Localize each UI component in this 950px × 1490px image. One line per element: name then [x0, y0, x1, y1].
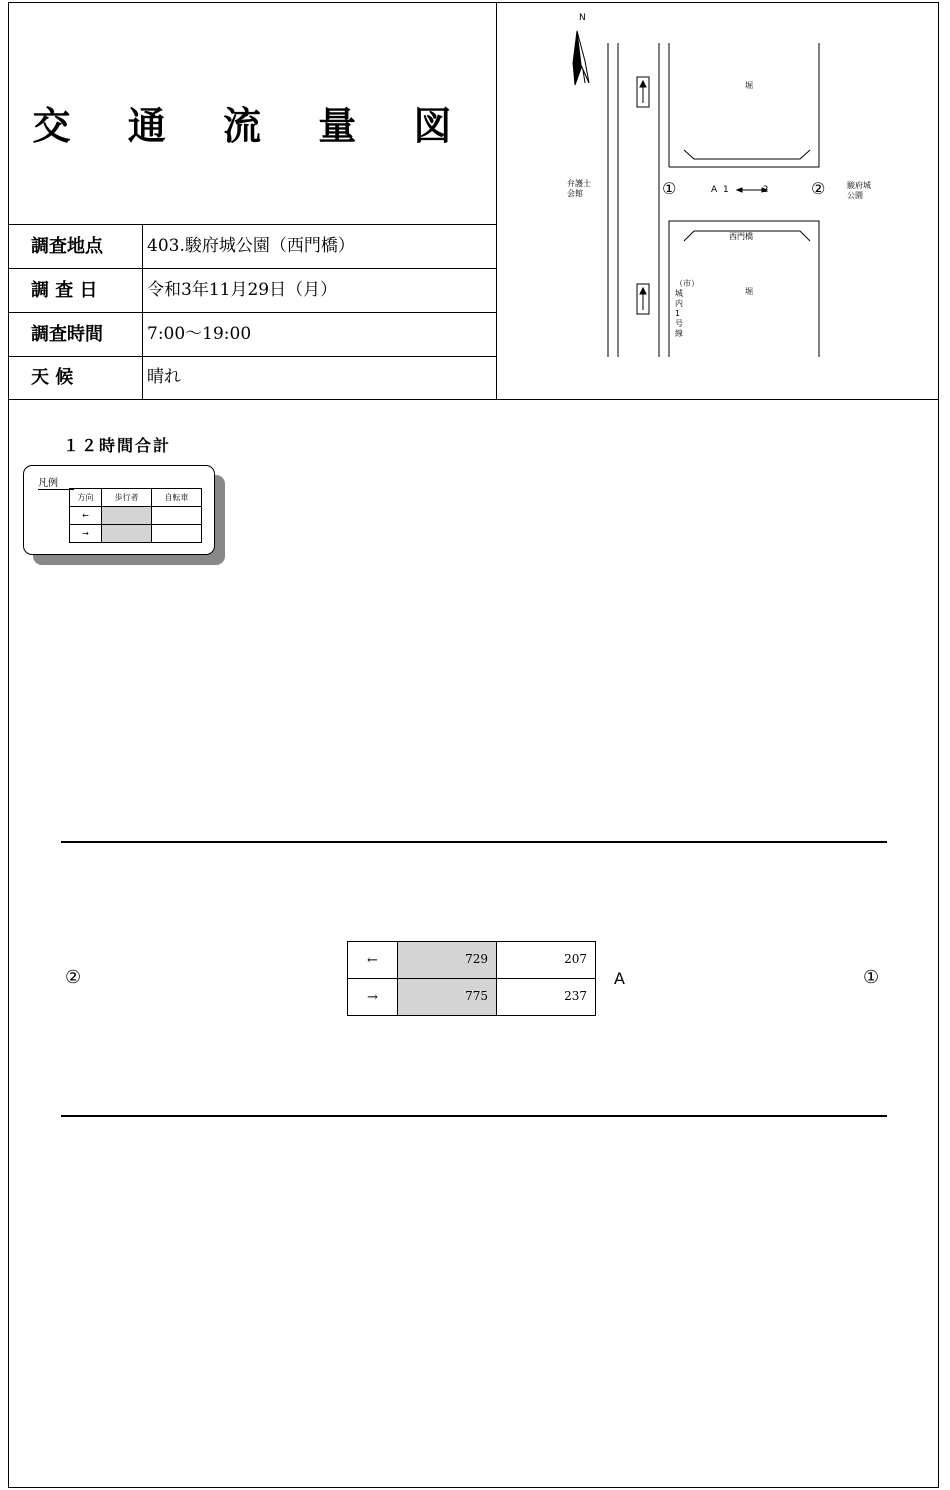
legend-direction-cell: →: [70, 525, 102, 543]
map-section-label: A: [711, 185, 718, 195]
flow-direction: ←: [348, 942, 398, 979]
page-title: 交 通 流 量 図: [32, 104, 474, 148]
one-way-arrow-icon: [637, 77, 649, 107]
left-building-label: 弁護士 会館: [567, 179, 591, 198]
legend-direction-cell: ←: [70, 507, 102, 525]
title-area: [9, 3, 497, 225]
header-section: [9, 3, 938, 400]
flow-row: [348, 979, 596, 1016]
legend-header-bicycle: 自転車: [152, 489, 202, 507]
flow-direction: →: [348, 979, 398, 1016]
legend-label: 凡例: [38, 474, 74, 490]
flow-bicycle-count: 237: [497, 979, 596, 1016]
info-row-date: [9, 269, 496, 313]
north-label: N: [579, 13, 586, 23]
flow-node-left: ②: [65, 967, 82, 988]
location-label: 調査地点: [9, 225, 143, 268]
road-line-bottom: [61, 1115, 887, 1117]
legend-box: [23, 465, 215, 555]
section-title: １２時間合計: [63, 436, 172, 455]
map-arrow-to: 2: [762, 185, 769, 195]
road-name-label: （市）城内1号線: [675, 279, 699, 338]
right-building-label: 駿府城 公園: [847, 181, 871, 200]
legend-bicycle-cell: [152, 525, 202, 543]
moat-top-label: 堀: [745, 81, 753, 90]
map-node-1: ①: [662, 179, 677, 198]
info-row-weather: [9, 356, 496, 399]
map-arrow-from: 1: [723, 185, 729, 195]
time-label: 調査時間: [9, 313, 143, 356]
date-value: 令和3年11月29日（月）: [147, 280, 338, 300]
moat-top-bank: [684, 150, 810, 159]
flow-bicycle-count: 207: [497, 942, 596, 979]
weather-label: 天 候: [9, 356, 143, 399]
north-arrow-icon: [573, 31, 589, 85]
legend-pedestrian-cell: [102, 507, 152, 525]
info-row-time: [9, 313, 496, 357]
legend-header-pedestrian: 歩行者: [102, 489, 152, 507]
legend-header-direction: 方向: [70, 489, 102, 507]
map-arrow-text: [723, 185, 768, 195]
legend-table: [69, 488, 202, 543]
moat-top-outline: [669, 43, 819, 167]
legend-row: [70, 507, 202, 525]
document-page: [8, 2, 939, 1488]
map-node-2: ②: [811, 179, 826, 198]
one-way-arrow-icon: [637, 284, 649, 314]
weather-value: 晴れ: [147, 367, 181, 387]
road-line-top: [61, 841, 887, 843]
legend-header-row: [70, 489, 202, 507]
legend-pedestrian-cell: [102, 525, 152, 543]
location-value: 403.駿府城公園（西門橋）: [147, 236, 355, 256]
flow-section-label: A: [614, 969, 625, 988]
date-label: 調 査 日: [9, 269, 143, 312]
legend-row: [70, 525, 202, 543]
map-drawing: [497, 3, 938, 399]
flow-pedestrian-count: 729: [398, 942, 497, 979]
flow-row: [348, 942, 596, 979]
flow-count-table: [347, 941, 596, 1016]
time-value: 7:00～19:00: [147, 324, 252, 344]
survey-info-table: [9, 225, 497, 399]
flow-node-right: ①: [863, 967, 880, 988]
legend-bicycle-cell: [152, 507, 202, 525]
flow-pedestrian-count: 775: [398, 979, 497, 1016]
moat-bottom-label: 堀: [745, 287, 753, 296]
info-row-location: [9, 225, 496, 269]
location-map: [497, 3, 938, 399]
bridge-label: 西門橋: [729, 232, 753, 241]
